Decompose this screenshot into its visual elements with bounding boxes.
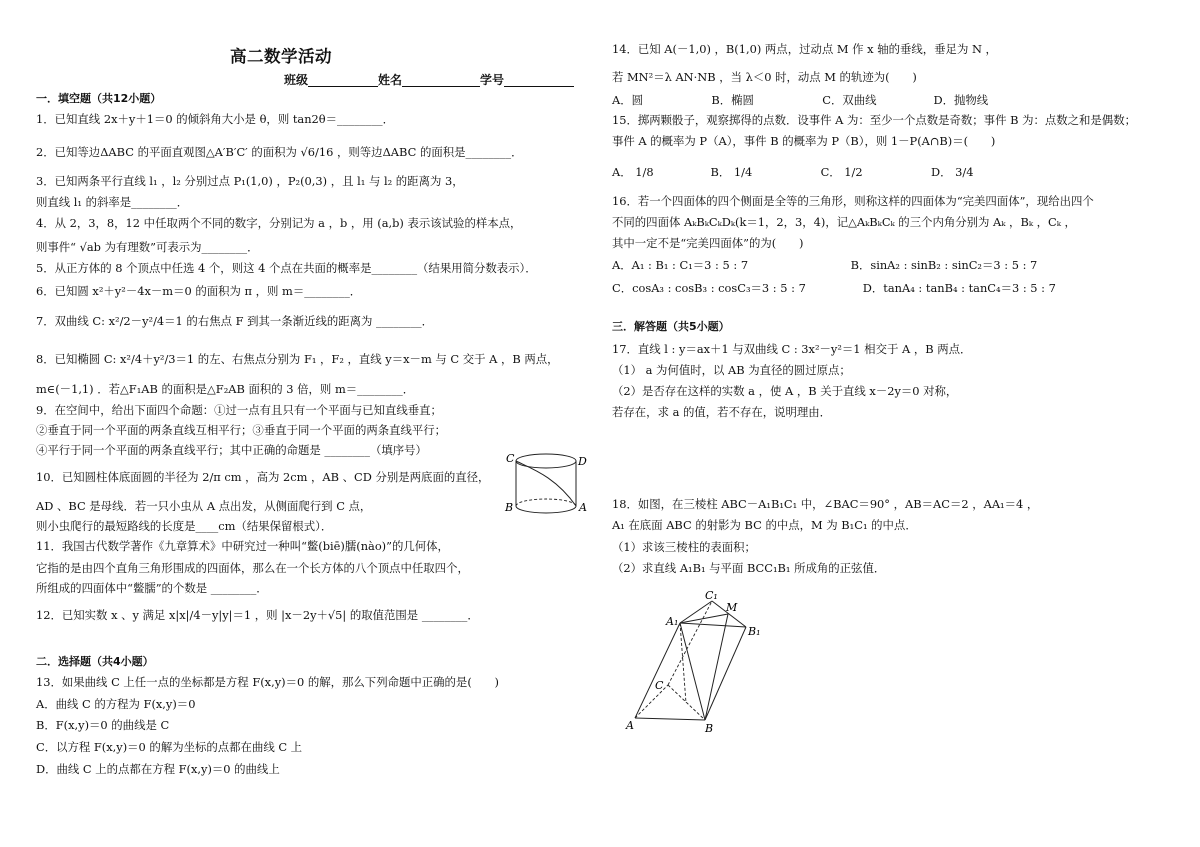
left-line-4: 3．已知两条平行直线 l₁ ，l₂ 分别过点 P₁(1,0) ，P₂(0,3) ，且 l₁ 与 l₂ 的距离为 3， (36, 174, 464, 188)
name-label: 姓名 (378, 73, 403, 87)
prism-label-a1: A₁ (666, 615, 679, 628)
left-line-22: 12．已知实数 x 、y 满足 x|x|/4－y|y|＝1 ，则 |x－2y＋√5| 的取值范围是 ________． (36, 608, 479, 622)
class-field[interactable] (308, 72, 378, 87)
right-line-6: A． 1/8 B． 1/4 C． 1/2 D． 3/4 (612, 165, 974, 179)
right-line-10: A．A₁ : B₁ : C₁＝3 : 5 : 7 B．sinA₂ : sinB₂ : sinC₂＝3 : 5 : 7 (612, 258, 1038, 272)
right-line-15: （2）是否存在这样的实数 a ，使 A ，B 关于直线 x－2y＝0 对称， (612, 384, 958, 398)
right-line-7: 16．若一个四面体的四个侧面是全等的三角形，则称这样的四面体为“完美四面体”，现给出四个 (612, 194, 1094, 208)
left-line-6: 4．从 2，3，8，12 中任取两个不同的数字，分别记为 a ，b ，用 (a,b) 表示该试验的样本点， (36, 216, 522, 230)
name-field[interactable] (402, 72, 480, 87)
left-line-12: m∈(－1,1) ．若△F₁AB 的面积是△F₂AB 面积的 3 倍，则 m＝________． (36, 382, 415, 396)
right-line-17: 18．如图，在三棱柱 ABC－A₁B₁C₁ 中，∠BAC＝90° ，AB＝AC＝2 ，AA₁＝4 ， (612, 497, 1039, 511)
page-title: 高二数学活动 (230, 47, 332, 66)
left-line-27: C．以方程 F(x,y)＝0 的解为坐标的点都在曲线 C 上 (36, 740, 303, 754)
left-line-25: A．曲线 C 的方程为 F(x,y)＝0 (36, 697, 196, 711)
left-line-16: 10．已知圆柱体底面圆的半径为 2/π cm ，高为 2cm ，AB 、CD 分别是两底面的直径， (36, 470, 490, 484)
left-line-7: 则事件“ √ab 为有理数”可表示为________． (36, 240, 259, 254)
prism-label-c: C (655, 679, 664, 692)
left-line-23: 二．选择题（共4小题） (36, 655, 154, 668)
cyl-label-b: B (505, 501, 514, 514)
left-line-9: 6．已知圆 x²＋y²－4x－m＝0 的面积为 π ，则 m＝________． (36, 284, 362, 298)
right-line-14: （1） a 为何值时，以 AB 为直径的圆过原点； (612, 363, 851, 377)
left-line-17: AD 、BC 是母线．若一只小虫从 A 点出发，从侧面爬行到 C 点， (36, 499, 372, 513)
left-line-14: ②垂直于同一个平面的两条直线互相平行；③垂直于同一个平面的两条直线平行； (36, 423, 447, 437)
prism-label-a: A (626, 719, 634, 732)
right-line-20: （2）求直线 A₁B₁ 与平面 BCC₁B₁ 所成角的正弦值． (612, 561, 886, 575)
right-line-9: 其中一定不是“完美四面体”的为( ) (612, 236, 804, 250)
right-line-8: 不同的四面体 AₖBₖCₖDₖ(k＝1，2，3，4)，记△AₖBₖCₖ 的三个内角分别为 Aₖ ，Bₖ ，Cₖ ， (612, 215, 1076, 229)
left-line-19: 11．我国古代数学著作《九章算术》中研究过一种叫“鳖(biē)臑(nào)”的几何体， (36, 539, 449, 553)
right-line-13: 17．直线 l : y＝ax＋1 与双曲线 C : 3x²－y²＝1 相交于 A ，B 两点． (612, 342, 972, 356)
student-info-row (284, 72, 574, 87)
left-line-15: ④平行于同一个平面的两条直线平行；其中正确的命题是 ________（填序号） (36, 443, 427, 457)
student-id-field[interactable] (504, 72, 574, 87)
left-line-10: 7．双曲线 C: x²/2－y²/4＝1 的右焦点 F 到其一条渐近线的距离为 ________． (36, 314, 433, 328)
left-line-8: 5．从正方体的 8 个顶点中任选 4 个，则这 4 个点在共面的概率是________（结果用简分数表示）． (36, 261, 537, 275)
left-line-28: D．曲线 C 上的点都在方程 F(x,y)＝0 的曲线上 (36, 762, 280, 776)
right-line-2: 若 MN²＝λ AN·NB ，当 λ＜0 时，动点 M 的轨迹为( ) (612, 70, 917, 84)
left-line-3: 2．已知等边ΔABC 的平面直观图△A′B′C′ 的面积为 √6/16 ，则等边ΔABC 的面积是________． (36, 145, 523, 159)
right-line-11: C．cosA₃ : cosB₃ : cosC₃＝3 : 5 : 7 D．tanA₄ : tanB₄ : tanC₄＝3 : 5 : 7 (612, 281, 1056, 295)
right-line-3: A．圆 B．椭圆 C．双曲线 D．抛物线 (612, 93, 989, 107)
right-line-5: 事件 A 的概率为 P（A），事件 B 的概率为 P（B），则 1－P(A∩B)＝( ) (612, 134, 996, 148)
left-line-24: 13．如果曲线 C 上任一点的坐标都是方程 F(x,y)＝0 的解，那么下列命题中正确的是( ) (36, 675, 499, 689)
prism-label-c1: C₁ (705, 589, 718, 602)
prism-label-b1: B₁ (748, 625, 761, 638)
left-line-2: 1．已知直线 2x＋y＋1＝0 的倾斜角大小是 θ，则 tan2θ＝________． (36, 112, 394, 126)
class-label: 班级 (284, 73, 309, 87)
cyl-label-a: A (579, 501, 587, 514)
student-id-label: 学号 (480, 73, 505, 87)
cyl-label-c: C (506, 452, 515, 465)
left-line-26: B．F(x,y)＝0 的曲线是 C (36, 718, 170, 732)
right-line-18: A₁ 在底面 ABC 的射影为 BC 的中点，M 为 B₁C₁ 的中点． (612, 518, 917, 532)
left-line-11: 8．已知椭圆 C: x²/4＋y²/3＝1 的左、右焦点分别为 F₁ ，F₂ ，直线 y＝x－m 与 C 交于 A ，B 两点， (36, 352, 559, 366)
cyl-label-d: D (578, 455, 587, 468)
left-line-5: 则直线 l₁ 的斜率是________． (36, 195, 189, 209)
right-line-12: 三．解答题（共5小题） (612, 320, 730, 333)
right-line-19: （1）求该三棱柱的表面积； (612, 540, 756, 554)
right-line-16: 若存在，求 a 的值，若不存在，说明理由． (612, 405, 832, 419)
cylinder-figure (500, 448, 600, 520)
right-line-4: 15．掷两颗骰子，观察掷得的点数．设事件 A 为：至少一个点数是奇数；事件 B 为：点数之和是偶数； (612, 113, 1136, 127)
left-line-13: 9．在空间中，给出下面四个命题：①过一点有且只有一个平面与已知直线垂直； (36, 403, 442, 417)
prism-figure (618, 585, 778, 735)
prism-label-m: M (726, 601, 738, 614)
left-line-18: 则小虫爬行的最短路线的长度是____cm（结果保留根式）． (36, 519, 333, 533)
left-line-20: 它指的是由四个直角三角形围成的四面体，那么在一个长方体的八个顶点中任取四个， (36, 561, 469, 575)
right-line-1: 14．已知 A(－1,0) ，B(1,0) 两点，过动点 M 作 x 轴的垂线，垂足为 N ， (612, 42, 997, 56)
left-line-21: 所组成的四面体中“鳖臑”的个数是 ________． (36, 581, 268, 595)
left-line-1: 一．填空题（共12小题） (36, 92, 162, 105)
prism-label-b: B (705, 722, 714, 735)
